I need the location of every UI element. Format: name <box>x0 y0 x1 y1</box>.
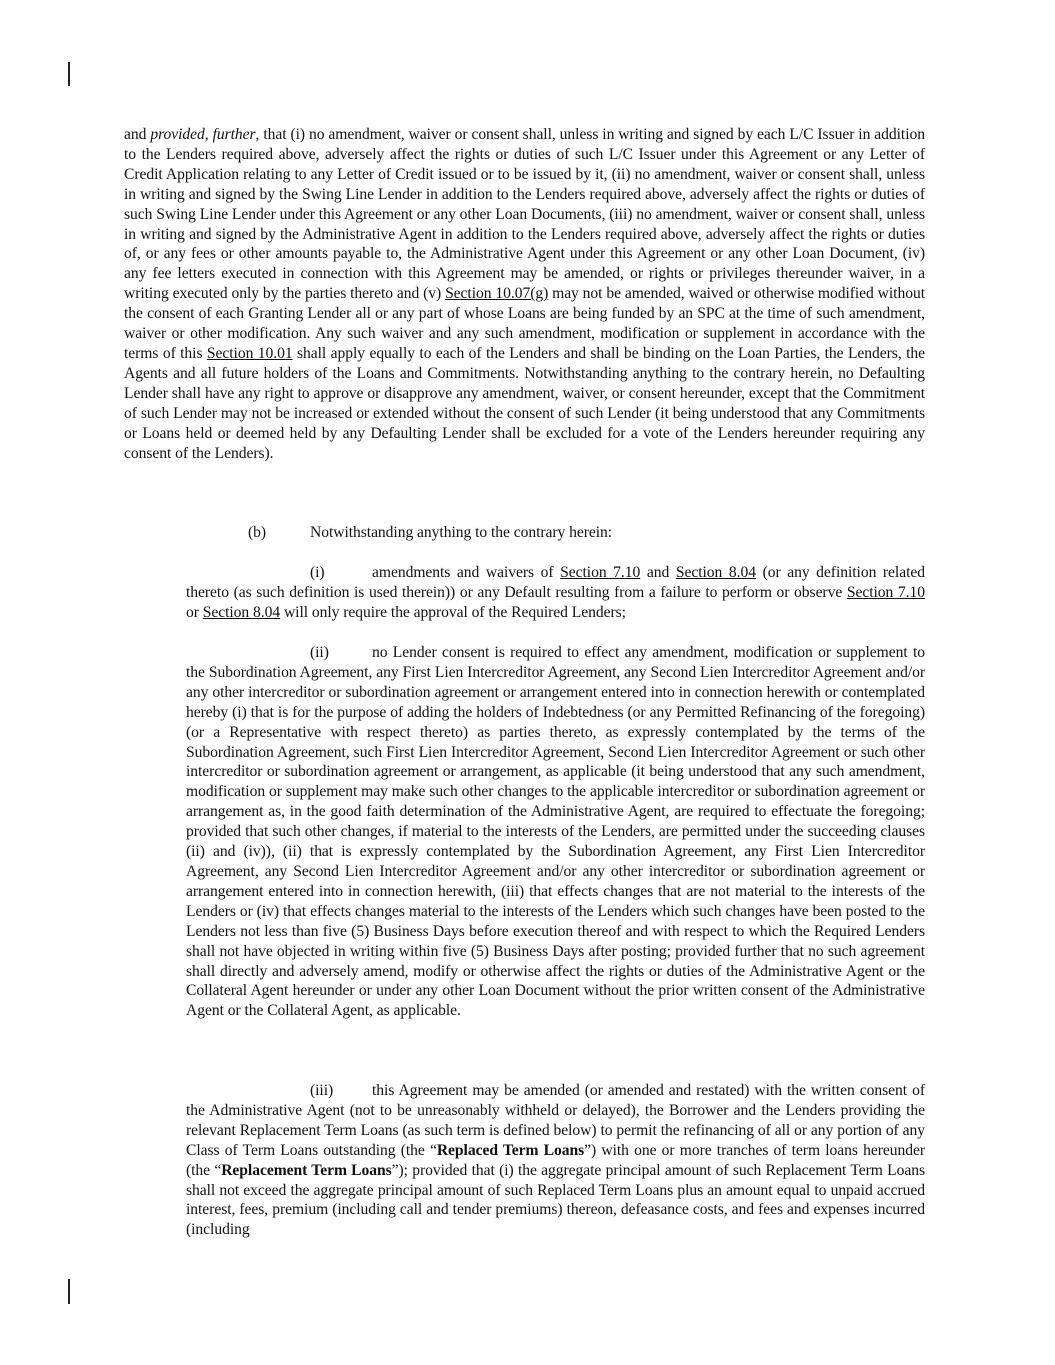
clause-label: (iii) <box>310 1082 334 1099</box>
clause-label: (ii) <box>310 644 329 661</box>
text-run: ”) with one or more tranches of term loans hereunder (the “ <box>186 1141 925 1179</box>
text-run: (or any definition related thereto (as such definition is used therein)) or any Default resulting from a failure to perform or observe <box>186 564 925 601</box>
section-reference: Section 8.04 <box>675 564 756 581</box>
clause-label: (b) <box>248 524 267 541</box>
italic-term: provided, further <box>150 126 256 143</box>
text-run: ”); provided that (i) the aggregate principal amount of such Replacement Term Loans shall not exceed the aggregate principal amount of such Replaced Term Loans plus an amount equal to unpaid accrued interest, fees, premium (including call and tender premiums) thereon, defeasance costs, and fees and expenses incurred (including <box>186 1161 925 1239</box>
text-run: this Agreement may be amended (or amended and restated) with the written consent of the Administrative Agent (not to be unreasonably withheld or delayed), the Borrower and the Lenders providing the relevant Replacement Term Loans (as such term is defined below) to permit the refinancing of all or any portion of any Class of Term Loans outstanding (the “ <box>186 1082 925 1159</box>
text-run: and <box>640 564 676 581</box>
text-run: will only require the approval of the Required Lenders; <box>280 603 626 621</box>
defined-term: Replacement Term Loans <box>221 1161 392 1179</box>
margin-bar-bottom <box>68 1279 70 1304</box>
text-run: may not be amended, waived or otherwise modified without the consent of each Granting Lender all or any part of whose Loans are being funded by an SPC at the time of such amendment, waiver or other modification. Any such waiver and any such amendment, modification or supplement in accordance with the terms of this <box>124 285 925 362</box>
paragraph-provided-further <box>124 125 925 463</box>
section-reference: Section 10.07(g) <box>445 285 549 303</box>
text-run: or <box>186 603 203 621</box>
text-run: no Lender consent is required to effect any amendment, modification or supplement to the Subordination Agreement, any First Lien Intercreditor Agreement, any Second Lien Intercreditor Agreement and/or any other intercreditor or subordination agreement or arrangement entered into in connection herewith or contemplated hereby (i) that is for the purpose of adding the holders of Indebtedness (or any Permitted Refinancing of the foregoing) (or a Representative with respect thereto) as parties thereto, as expressly contemplated by the terms of the Subordination Agreement, such First Lien Intercreditor Agreement, Second Lien Intercreditor Agreement or such other intercreditor or subordination agreement or arrangement, as applicable (it being understood that any such amendment, modification or supplement may make such other changes to the applicable intercreditor or subordination agreement or arrangement as, in the good faith determination of the Administrative Agent, are required to effectuate the foregoing; provided that such other changes, if material to the interests of the Lenders, are permitted under the succeeding clauses (ii) and (iv)), (ii) that is expressly contemplated by the Subordination Agreement, any First Lien Intercreditor Agreement, any Second Lien Intercreditor Agreement and/or any other intercreditor or subordination agreement or arrangement entered into in connection herewith, (iii) that effects changes that are not material to the interests of the Lenders or (iv) that effects changes material to the interests of the Lenders which such changes have been posted to the Lenders not less than five (5) Business Days before execution thereof and with respect to which the Required Lenders shall not have objected in writing within five (5) Business Days after posting; provided further that no such agreement shall directly and adversely amend, modify or otherwise affect the rights or duties of the Administrative Agent or the Collateral Agent hereunder or under any other Loan Document without the prior written consent of the Administrative Agent or the Collateral Agent, as applicable. <box>186 644 925 1020</box>
section-reference: Section 7.10 <box>560 564 641 581</box>
defined-term: Replaced Term Loans <box>436 1141 585 1159</box>
clause-label: (i) <box>310 564 325 581</box>
text-run: shall apply equally to each of the Lenders and shall be binding on the Loan Parties, the Lenders, the Agents and all future holders of the Loans and Commitments. Notwithstanding anything to the contrary herein, no Defaulting Lender shall have any right to approve or disapprove any amendment, waiver, or consent hereunder, except that the Commitment of such Lender may not be increased or extended without the consent of such Lender (it being understood that any Commitments or Loans held or deemed held by any Defaulting Lender shall be excluded for a vote of the Lenders hereunder requiring any consent of the Lenders). <box>124 344 925 462</box>
paragraph-iii <box>186 1081 925 1240</box>
paragraph-i <box>186 563 925 623</box>
text-run: Notwithstanding anything to the contrary herein: <box>310 524 613 541</box>
text-run: , that (i) no amendment, waiver or consent shall, unless in writing and signed by each L/C Issuer in addition to the Lenders required above, adversely affect the rights or duties of such L/C Issuer under this Agreement or any Letter of Credit Application relating to any Letter of Credit issued or to be issued by it, (ii) no amendment, waiver or consent shall, unless in writing and signed by the Swing Line Lender in addition to the Lenders required above, adversely affect the rights or duties of such Swing Line Lender under this Agreement or any other Loan Documents, (iii) no amendment, waiver or consent shall, unless in writing and signed by the Administrative Agent in addition to the Lenders required above, adversely affect the rights or duties of, or any fees or other amounts payable to, the Administrative Agent under this Agreement or any other Loan Document, (iv) any fee letters executed in connection with this Agreement may be amended, or rights or privileges thereunder waiver, in a writing executed only by the parties thereto and (v) <box>124 126 926 303</box>
section-reference: Section 10.01 <box>206 344 293 362</box>
section-reference: Section 7.10 <box>846 583 925 601</box>
text-run: amendments and waivers of <box>372 564 561 581</box>
paragraph-ii <box>186 643 925 1021</box>
paragraph-b <box>124 523 925 543</box>
margin-bar-top <box>68 62 70 86</box>
section-reference: Section 8.04 <box>202 603 281 621</box>
text-run: and <box>124 126 151 143</box>
